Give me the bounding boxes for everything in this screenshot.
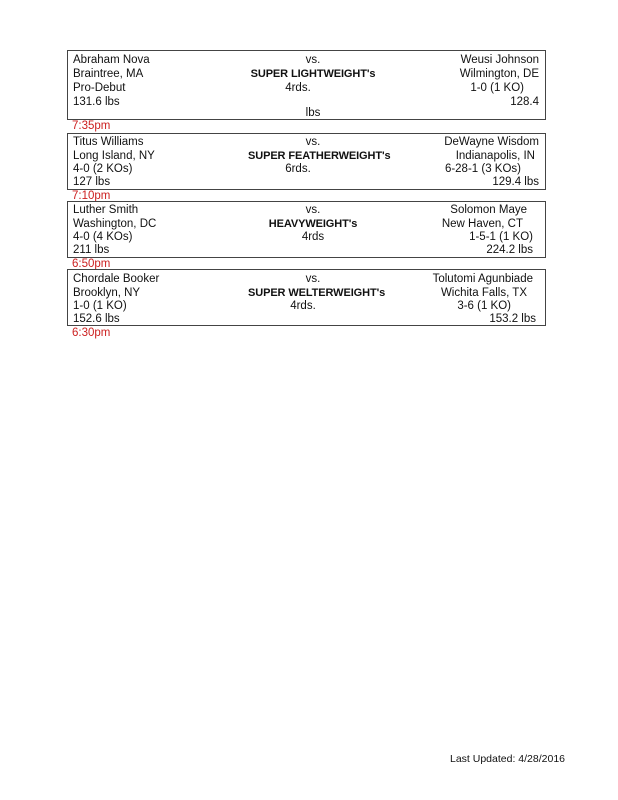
right-fighter-name: DeWayne Wisdom: [444, 136, 539, 148]
bout-time: 6:50pm: [72, 258, 111, 270]
bout-card: [67, 201, 546, 258]
weight-division: SUPER FEATHERWEIGHT's: [248, 150, 391, 162]
left-fighter-name: Luther Smith: [73, 204, 139, 216]
right-fighter-name: Weusi Johnson: [460, 54, 539, 66]
weight-division: HEAVYWEIGHT's: [268, 218, 358, 230]
left-fighter-hometown: Long Island, NY: [73, 150, 155, 162]
rounds-label: 4rds.: [290, 300, 316, 312]
right-fighter-name: Tolutomi Agunbiade: [432, 273, 533, 285]
right-fighter-name: Solomon Maye: [450, 204, 527, 216]
left-fighter-weight: 127 lbs: [73, 176, 111, 188]
right-fighter-hometown: Wilmington, DE: [459, 68, 539, 80]
rounds-label: 4rds.: [285, 82, 311, 94]
right-fighter-weight: 224.2 lbs: [486, 244, 533, 256]
right-fighter-weight: 129.4 lbs: [492, 176, 539, 188]
left-fighter-record: 4-0 (4 KOs): [73, 231, 133, 243]
left-fighter-name: Abraham Nova: [73, 54, 150, 66]
right-fighter-weight: 128.4: [510, 96, 539, 108]
left-fighter-record: 1-0 (1 KO): [73, 300, 127, 312]
bout-time: 7:35pm: [72, 120, 111, 132]
right-fighter-record: 1-0 (1 KO): [470, 82, 524, 94]
rounds-label: 6rds.: [285, 163, 311, 175]
weight-division: SUPER LIGHTWEIGHT's: [250, 68, 376, 80]
last-updated-label: Last Updated: 4/28/2016: [450, 753, 566, 765]
left-fighter-hometown: Washington, DC: [73, 218, 157, 230]
weight-division: SUPER WELTERWEIGHT's: [248, 287, 386, 299]
left-fighter-hometown: Brooklyn, NY: [73, 287, 141, 299]
left-fighter-record: 4-0 (2 KOs): [73, 163, 133, 175]
bout-card: [67, 133, 546, 190]
left-fighter-hometown: Braintree, MA: [73, 68, 144, 80]
center-extra-label: lbs: [305, 107, 321, 119]
right-fighter-hometown: Indianapolis, IN: [455, 150, 535, 162]
vs-label: vs.: [305, 204, 321, 216]
rounds-label: 4rds: [301, 231, 325, 243]
right-fighter-weight: 153.2 lbs: [489, 313, 536, 325]
left-fighter-name: Titus Williams: [73, 136, 144, 148]
left-fighter-record: Pro-Debut: [73, 82, 126, 94]
vs-label: vs.: [305, 273, 321, 285]
vs-label: vs.: [305, 136, 321, 148]
left-fighter-weight: 152.6 lbs: [73, 313, 120, 325]
right-fighter-record: 6-28-1 (3 KOs): [444, 163, 521, 175]
vs-label: vs.: [305, 54, 321, 66]
right-fighter-record: 3-6 (1 KO): [457, 300, 511, 312]
bout-card: [67, 269, 546, 326]
bout-time: 7:10pm: [72, 190, 111, 202]
left-fighter-weight: 131.6 lbs: [73, 96, 120, 108]
right-fighter-hometown: Wichita Falls, TX: [440, 287, 527, 299]
bout-card: [67, 50, 546, 120]
left-fighter-name: Chordale Booker: [73, 273, 160, 285]
bout-time: 6:30pm: [72, 327, 111, 339]
right-fighter-hometown: New Haven, CT: [441, 218, 523, 230]
left-fighter-weight: 211 lbs: [73, 244, 110, 256]
right-fighter-record: 1-5-1 (1 KO): [469, 231, 533, 243]
